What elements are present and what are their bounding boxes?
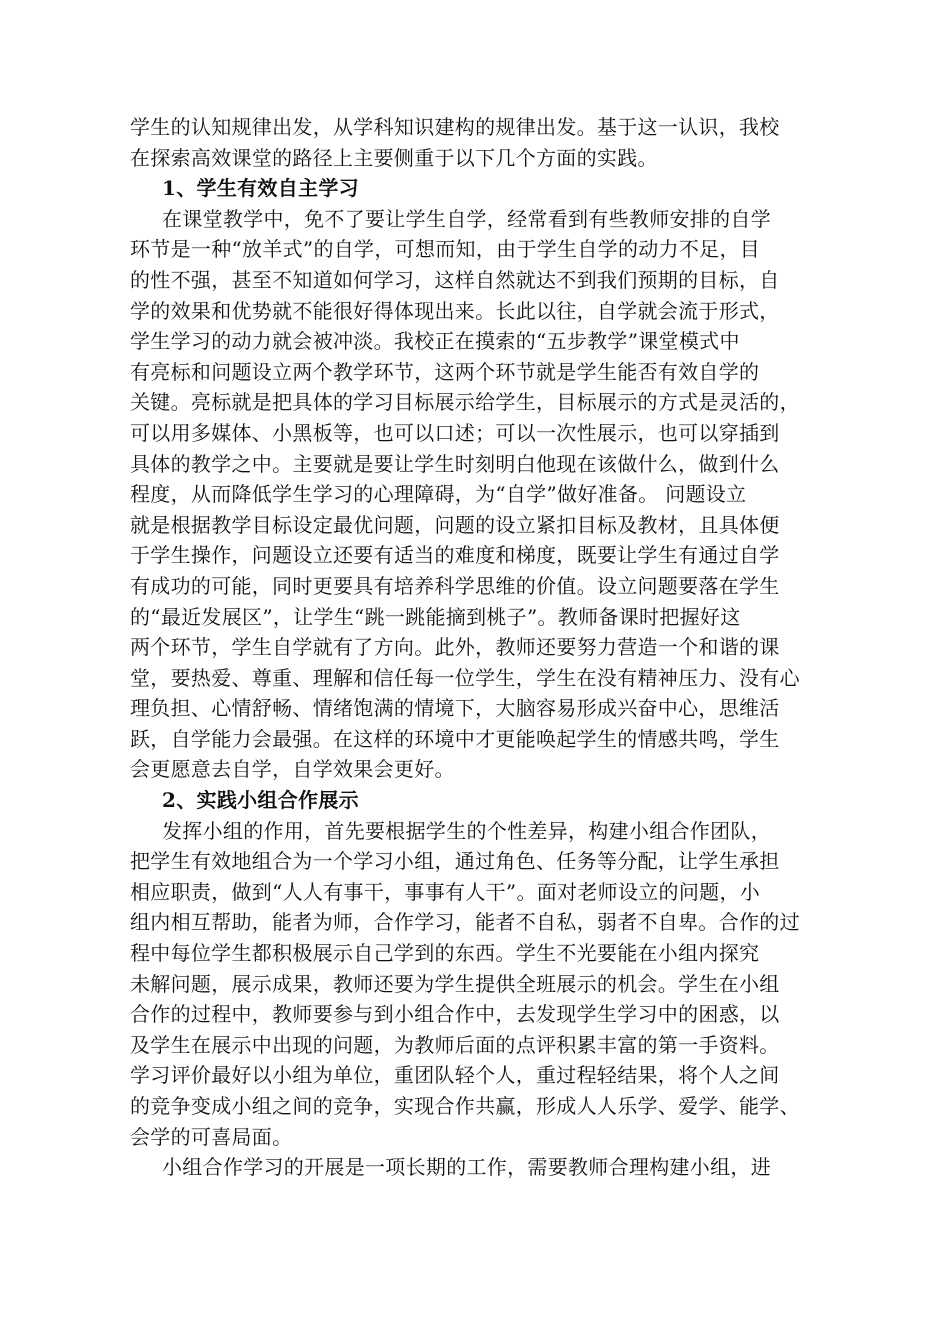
text-line: 环节是一种“放羊式”的自学，可想而知，由于学生自学的动力不足，目 xyxy=(130,237,761,262)
text-line: 学生的认知规律出发，从学科知识建构的规律出发。基于这一认识，我校 xyxy=(130,115,780,139)
text-line: 堂，要热爱、尊重、理解和信任每一位学生，学生在没有精神压力、没有心 xyxy=(130,665,800,690)
text-line: 的竞争变成小组之间的竞争，实现合作共赢，形成人人乐学、爱学、能学、 xyxy=(130,1094,800,1118)
text-line: 小组合作学习的开展是一项长期的工作，需要教师合理构建小组，进 xyxy=(162,1155,771,1180)
text-line: 的性不强，甚至不知道如何学习，这样自然就达不到我们预期的目标，自 xyxy=(130,267,780,292)
text-line: 有亮标和问题设立两个教学环节，这两个环节就是学生能否有效自学的 xyxy=(130,359,760,384)
text-line: 于学生操作，问题设立还要有适当的难度和梯度，既要让学生有通过自学 xyxy=(130,543,780,568)
text-line: 学习评价最好以小组为单位，重团队轻个人，重过程轻结果，将个人之间 xyxy=(130,1063,780,1088)
text-line: 在探索高效课堂的路径上主要侧重于以下几个方面的实践。 xyxy=(130,145,658,170)
text-line: 跃，自学能力会最强。在这样的环境中才更能唤起学生的情感共鸣，学生 xyxy=(130,726,780,751)
document-body xyxy=(130,112,826,1183)
text-line: 有成功的可能，同时更要具有培养科学思维的价值。设立问题要落在学生 xyxy=(130,573,780,598)
text-line: 程度，从而降低学生学习的心理障碍，为“自学”做好准备。 问题设立 xyxy=(130,482,747,507)
text-line: 会学的可喜局面。 xyxy=(130,1124,293,1149)
text-line: 可以用多媒体、小黑板等，也可以口述；可以一次性展示，也可以穿插到 xyxy=(130,420,780,445)
text-line: 合作的过程中，教师要参与到小组合作中，去发现学生学习中的困惑，以 xyxy=(130,1002,780,1027)
text-line: 具体的教学之中。主要就是要让学生时刻明白他现在该做什么，做到什么 xyxy=(130,451,780,476)
text-line: 就是根据教学目标设定最优问题，问题的设立紧扣目标及教材，且具体便 xyxy=(130,512,780,537)
text-line: 关键。亮标就是把具体的学习目标展示给学生，目标展示的方式是灵活的， xyxy=(130,390,800,415)
text-line: 相应职责，做到“人人有事干，事事有人干”。面对老师设立的问题，小 xyxy=(130,879,761,904)
text-line: 把学生有效地组合为一个学习小组，通过角色、任务等分配，让学生承担 xyxy=(130,849,780,874)
section-heading: 1、学生有效自主学习 xyxy=(162,176,359,201)
text-line: 未解问题，展示成果，教师还要为学生提供全班展示的机会。学生在小组 xyxy=(130,971,780,996)
text-line: 在课堂教学中，免不了要让学生自学，经常看到有些教师安排的自学 xyxy=(162,206,771,231)
text-line: 学的效果和优势就不能很好得体现出来。长此以往，自学就会流于形式， xyxy=(130,298,780,323)
text-line: 学生学习的动力就会被冲淡。我校正在摸索的“五步教学”课堂模式中 xyxy=(130,329,740,354)
text-line: 及学生在展示中出现的问题，为教师后面的点评积累丰富的第一手资料。 xyxy=(130,1032,780,1057)
text-line: 组内相互帮助，能者为师，合作学习，能者不自私，弱者不自卑。合作的过 xyxy=(130,910,800,935)
text-line: 会更愿意去自学，自学效果会更好。 xyxy=(130,757,455,782)
text-line: 程中每位学生都积极展示自己学到的东西。学生不光要能在小组内探究 xyxy=(130,941,760,966)
text-line: 发挥小组的作用，首先要根据学生的个性差异，构建小组合作团队， xyxy=(162,818,771,843)
section-heading: 2、实践小组合作展示 xyxy=(162,788,359,813)
text-line: 的“最近发展区”，让学生“跳一跳能摘到桃子”。教师备课时把握好这 xyxy=(130,604,741,629)
text-line: 理负担、心情舒畅、情绪饱满的情境下，大脑容易形成兴奋中心，思维活 xyxy=(130,696,780,721)
text-line: 两个环节，学生自学就有了方向。此外，教师还要努力营造一个和谐的课 xyxy=(130,635,780,660)
